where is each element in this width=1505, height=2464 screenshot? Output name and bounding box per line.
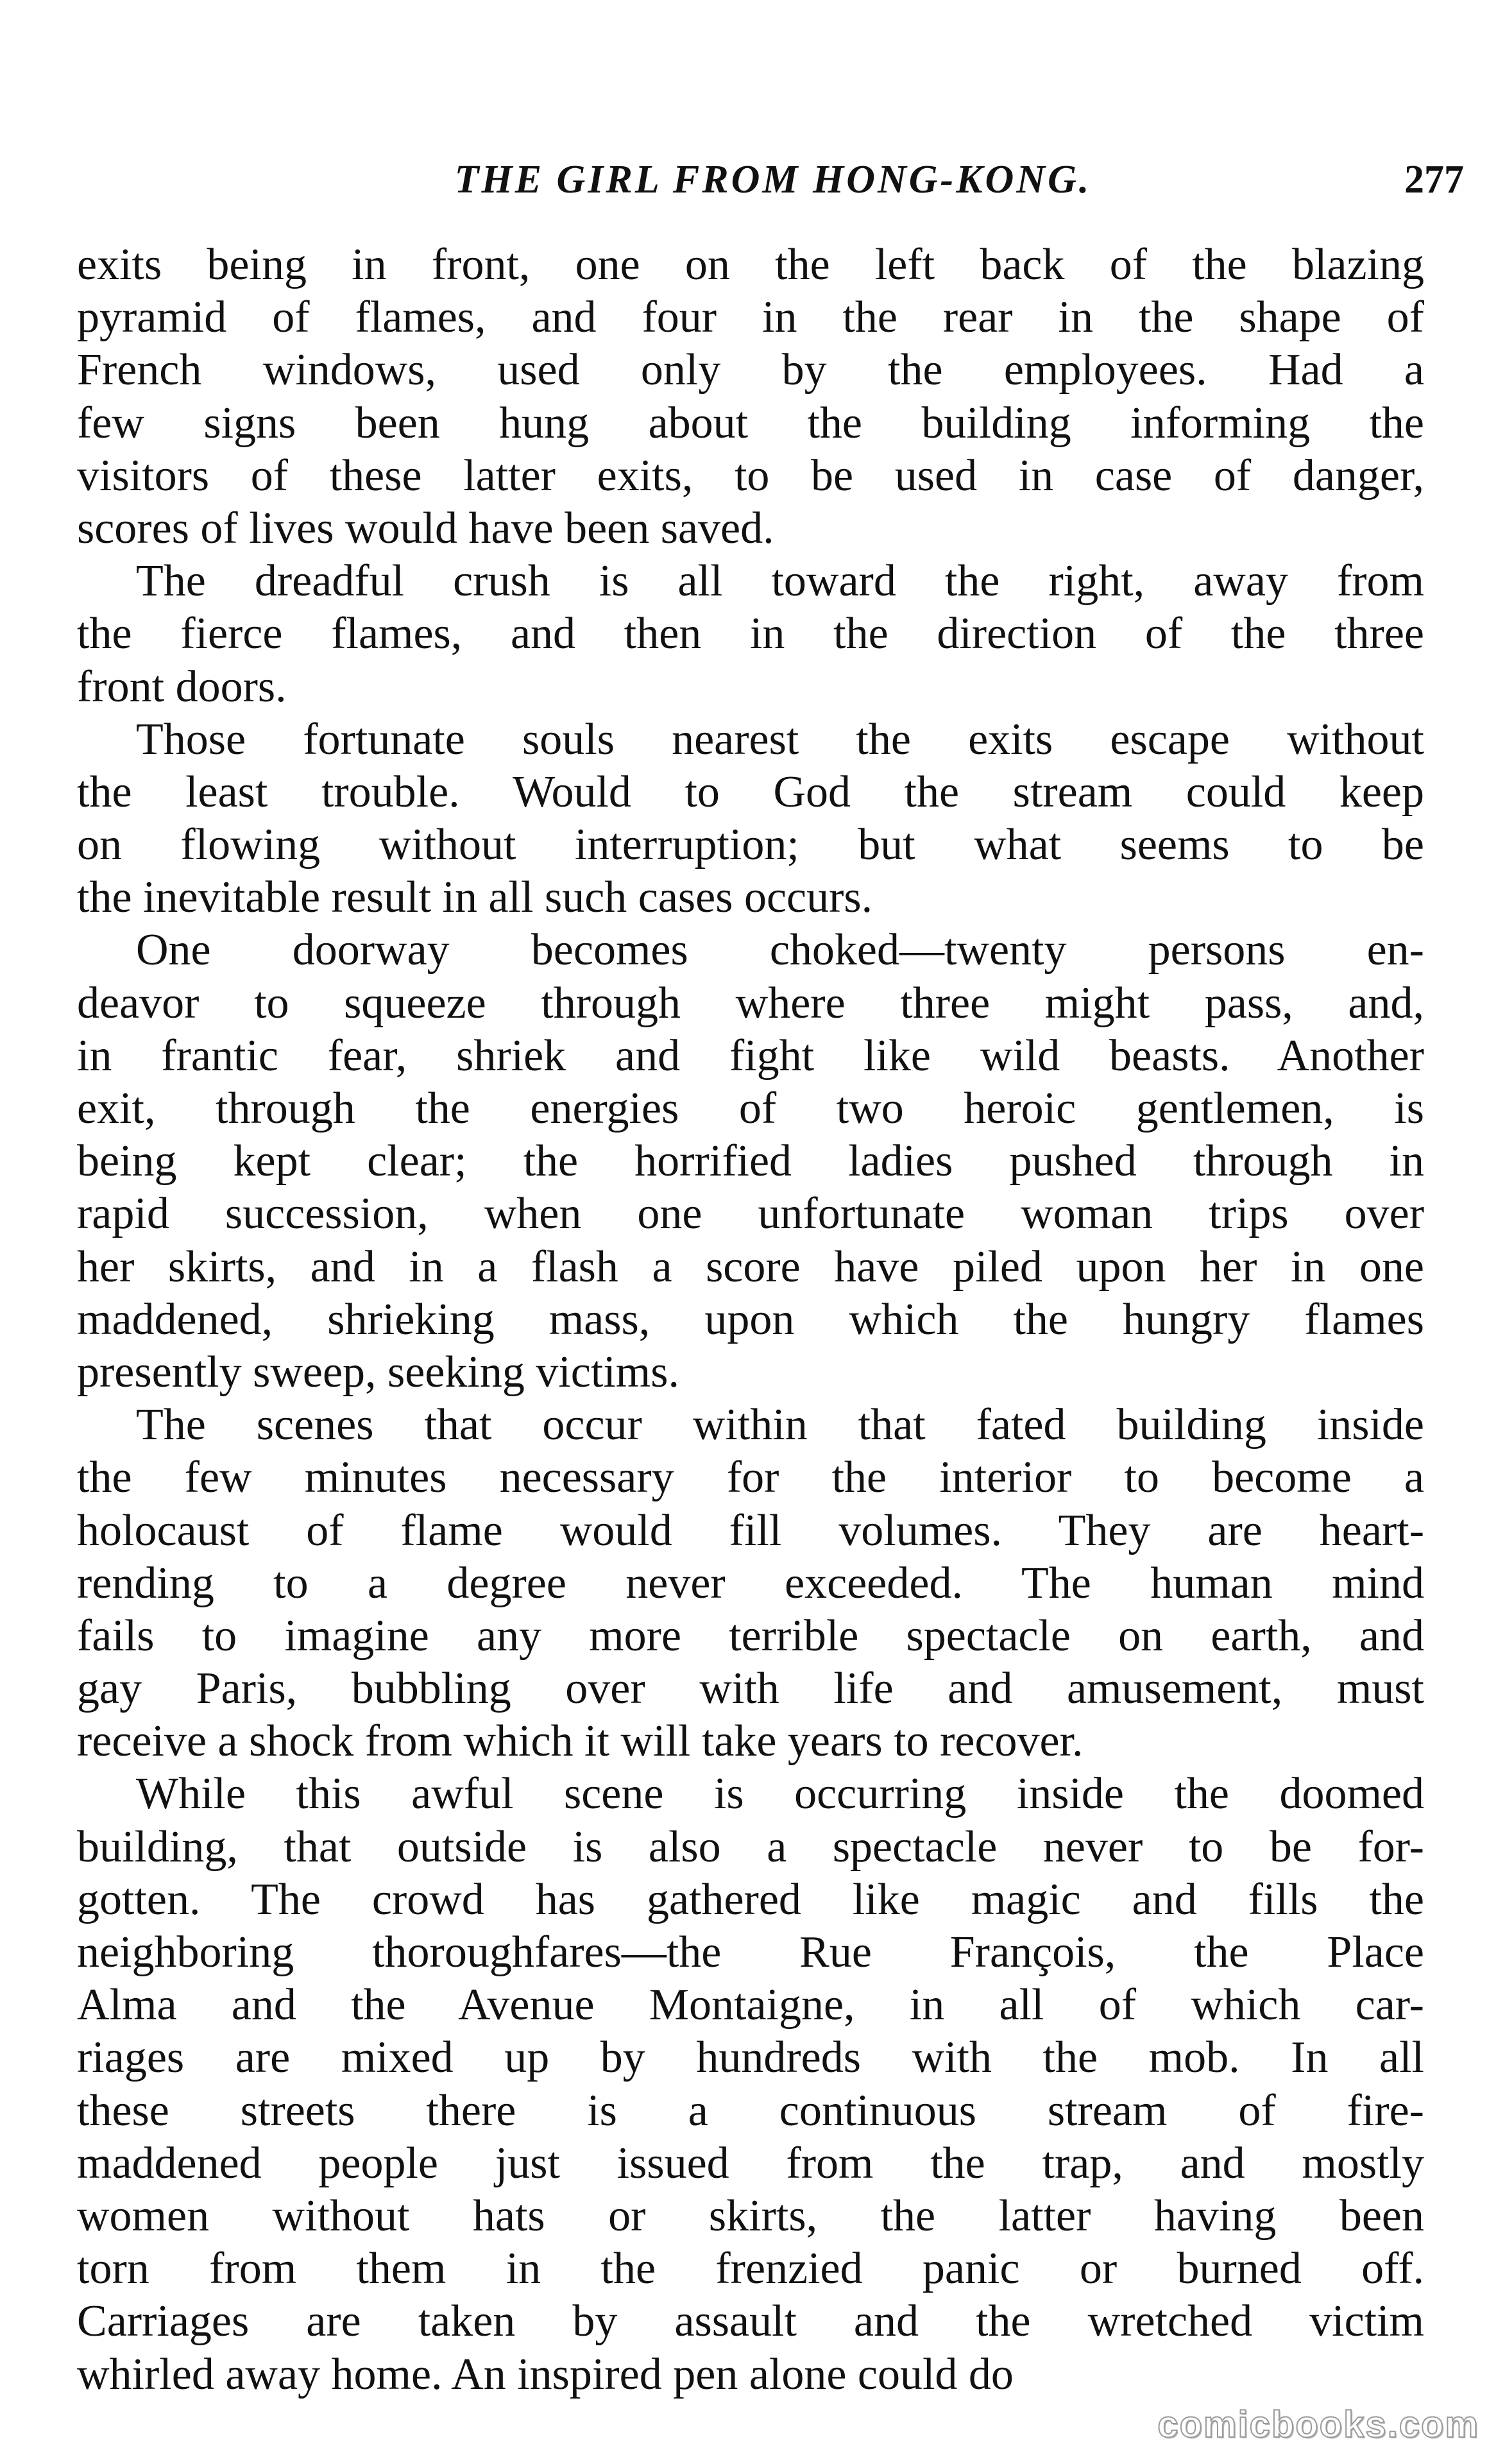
text-line: on flowing without interruption; but what seems to be (77, 820, 1424, 870)
text-line: exit, through the energies of two heroic gentlemen, is (77, 1084, 1424, 1133)
text-line: Carriages are taken by assault and the wretched victim (77, 2297, 1424, 2347)
text-line: gay Paris, bubbling over with life and amusement, must (77, 1664, 1424, 1714)
text-line: maddened, shrieking mass, upon which the hungry flames (77, 1294, 1424, 1344)
text-line: the inevitable result in all such cases occurs. (77, 873, 873, 923)
text-line: Alma and the Avenue Montaigne, in all of which car- (77, 1980, 1424, 2030)
text-line: few signs been hung about the building informing the (77, 398, 1424, 448)
text-line: being kept clear; the horrified ladies pushed through in (77, 1136, 1424, 1186)
text-line: exits being in front, one on the left back of the blazing (77, 240, 1424, 289)
text-line: visitors of these latter exits, to be used in case of danger, (77, 450, 1424, 501)
body-text (77, 239, 1424, 2401)
paragraph (77, 1399, 1424, 1768)
text-line: neighboring thoroughfares—the Rue François, the Place (77, 1928, 1424, 1977)
text-line: whirled away home. An inspired pen alone could do (77, 2349, 1014, 2399)
text-line: fails to imagine any more terrible spectacle on earth, and (77, 1611, 1424, 1661)
text-line: One doorway becomes choked—twenty persons en- (136, 925, 1424, 975)
paragraph (77, 239, 1424, 555)
text-line: her skirts, and in a flash a score have piled upon her in one (77, 1242, 1424, 1292)
text-line: the least trouble. Would to God the stream could keep (77, 767, 1424, 817)
watermark-logo: comicbooks.com (1157, 2404, 1479, 2445)
text-line: these streets there is a continuous stream of fire- (77, 2085, 1424, 2135)
text-line: The dreadful crush is all toward the right, away from (136, 556, 1424, 606)
text-line: building, that outside is also a spectacle never to be for- (77, 1822, 1424, 1872)
text-line: The scenes that occur within that fated building inside (136, 1400, 1424, 1450)
text-line: riages are mixed up by hundreds with the mob. In all (77, 2033, 1424, 2083)
text-line: pyramid of flames, and four in the rear in the shape of (77, 293, 1424, 343)
text-line: While this awful scene is occurring inside the doomed (136, 1769, 1424, 1819)
text-line: maddened people just issued from the trap, and mostly (77, 2138, 1424, 2188)
text-line: rending to a degree never exceeded. The human mind (77, 1558, 1424, 1608)
text-line: French windows, used only by the employees. Had a (77, 345, 1424, 395)
paragraph (77, 924, 1424, 1399)
text-line: Those fortunate souls nearest the exits escape without (136, 714, 1424, 764)
text-line: presently sweep, seeking victims. (77, 1347, 679, 1397)
paragraph (77, 555, 1424, 714)
text-line: women without hats or skirts, the latter having been (77, 2191, 1424, 2241)
text-line: gotten. The crowd has gathered like magic and fills the (77, 1874, 1424, 1924)
paragraph (77, 1768, 1424, 2400)
paragraph (77, 714, 1424, 925)
text-line: scores of lives would have been saved. (77, 503, 774, 553)
page-number: 277 (1404, 158, 1464, 201)
text-line: front doors. (77, 662, 287, 712)
text-line: the fierce flames, and then in the direction of the three (77, 609, 1424, 659)
text-line: the few minutes necessary for the interior to become a (77, 1453, 1424, 1503)
text-line: rapid succession, when one unfortunate woman trips over (77, 1189, 1424, 1239)
text-line: holocaust of flame would fill volumes. They are heart- (77, 1505, 1424, 1555)
text-line: receive a shock from which it will take years to recover. (77, 1716, 1084, 1767)
text-line: in frantic fear, shriek and fight like wild beasts. Another (77, 1031, 1424, 1081)
text-line: deavor to squeeze through where three might pass, and, (77, 978, 1424, 1028)
text-line: torn from them in the frenzied panic or burned off. (77, 2244, 1424, 2294)
running-title: THE GIRL FROM HONG-KONG. (454, 158, 1092, 201)
running-head (77, 151, 1469, 209)
